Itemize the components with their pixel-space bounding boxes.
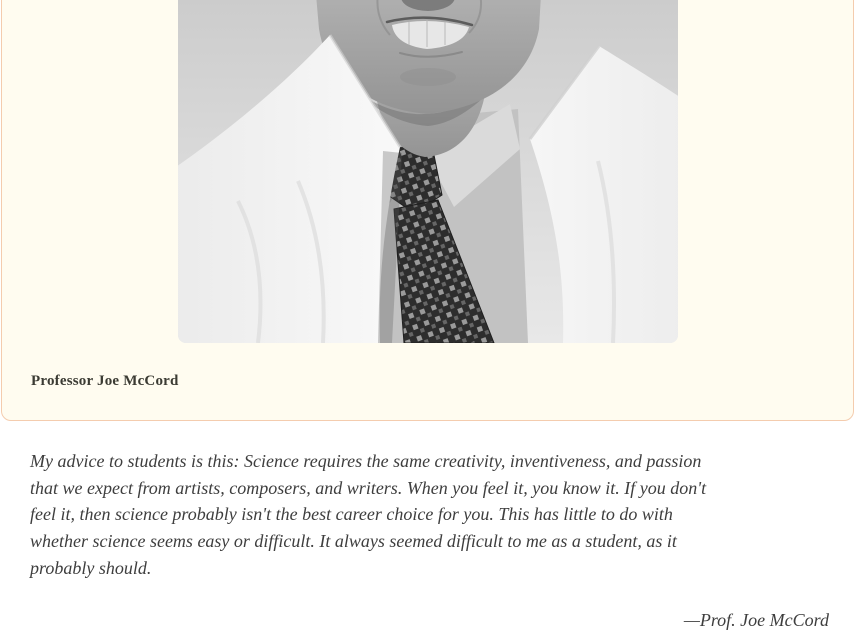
figure-caption: Professor Joe McCord bbox=[31, 373, 179, 389]
student-advice-quote bbox=[30, 448, 829, 582]
chin-crease bbox=[400, 68, 456, 86]
professor-figure bbox=[1, 0, 854, 421]
professor-photo bbox=[178, 0, 678, 343]
quote-line: whether science seems easy or difficult. It always seemed difficult to me as a student, as it bbox=[30, 531, 677, 552]
quote-line: probably should. bbox=[30, 557, 152, 578]
quote-line: that we expect from artists, composers, and writers. When you feel it, you know it. If you don't bbox=[30, 477, 707, 498]
quote-attribution: —Prof. Joe McCord bbox=[683, 609, 829, 630]
quote-line: My advice to students is this: Science requires the same creativity, inventiveness, and passion bbox=[30, 451, 702, 471]
quote-section bbox=[0, 421, 857, 632]
quote-line: feel it, then science probably isn't the best career choice for you. This has little to do with bbox=[30, 504, 673, 525]
professor-portrait-illustration bbox=[178, 0, 678, 343]
